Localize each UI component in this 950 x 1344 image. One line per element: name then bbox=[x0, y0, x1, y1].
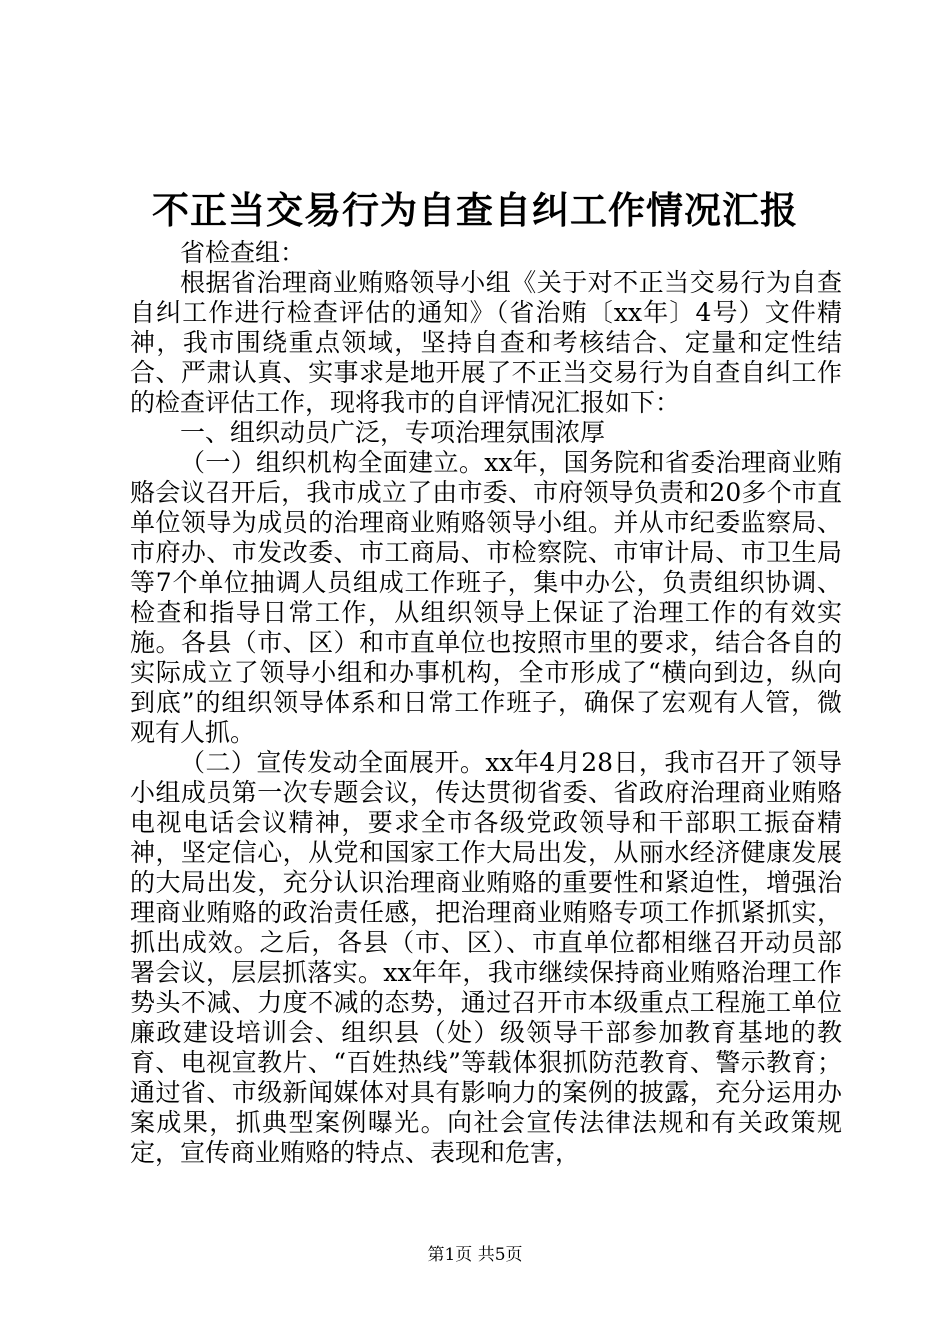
paragraph-organization: （一）组织机构全面建立。xx年，国务院和省委治理商业贿赂会议召开后，我市成立了由市委、市府领导负责和20多个市直单位领导为成员的治理商业贿赂领导小组。并从市纪委监察局、市府办、市发改委、市工商局、市检察院、市审计局、市卫生局等7个单位抽调人员组成工作班子，集中办公，负责组织协调、检查和指导日常工作，从组织领导上保证了治理工作的有效实施。各县（市、区）和市直单位也按照市里的要求，结合各自的实际成立了领导小组和办事机构，全市形成了“横向到边，纵向到底”的组织领导体系和日常工作班子，确保了宏观有人管，微观有人抓。 bbox=[130, 448, 842, 747]
salutation: 省检查组： bbox=[180, 238, 306, 267]
paragraph-publicity: （二）宣传发动全面展开。xx年4月28日，我市召开了领导小组成员第一次专题会议，传达贯彻省委、省政府治理商业贿赂电视电话会议精神，要求全市各级党政领导和干部职工振奋精神，坚定信心，从党和国家工作大局出发，从丽水经济健康发展的大局出发，充分认识治理商业贿赂的重要性和紧迫性，增强治理商业贿赂的政治责任感，把治理商业贿赂专项工作抓紧抓实，抓出成效。之后，各县（市、区）、市直单位都相继召开动员部署会议，层层抓落实。xx年年，我市继续保持商业贿赂治理工作势头不减、力度不减的态势，通过召开市本级重点工程施工单位廉政建设培训会、组织县（处）级领导干部参加教育基地的教育、电视宣教片、“百姓热线”等载体狠抓防范教育、警示教育；通过省、市级新闻媒体对具有影响力的案例的披露，充分运用办案成果，抓典型案例曝光。向社会宣传法律法规和有关政策规定，宣传商业贿赂的特点、表现和危害， bbox=[130, 748, 842, 1167]
document-body bbox=[130, 238, 842, 1168]
section-heading: 一、组织动员广泛，专项治理氛围浓厚 bbox=[180, 418, 606, 447]
document-title: 不正当交易行为自查自纠工作情况汇报 bbox=[152, 188, 798, 232]
page-footer: 第1页 共5页 bbox=[427, 1245, 523, 1265]
paragraph-intro: 根据省治理商业贿赂领导小组《关于对不正当交易行为自查自纠工作进行检查评估的通知》（省治贿〔xx年〕4号）文件精神，我市围绕重点领域，坚持自查和考核结合、定量和定性结合、严肃认真、实事求是地开展了不正当交易行为自查自纠工作的检查评估工作，现将我市的自评情况汇报如下： bbox=[130, 268, 842, 417]
